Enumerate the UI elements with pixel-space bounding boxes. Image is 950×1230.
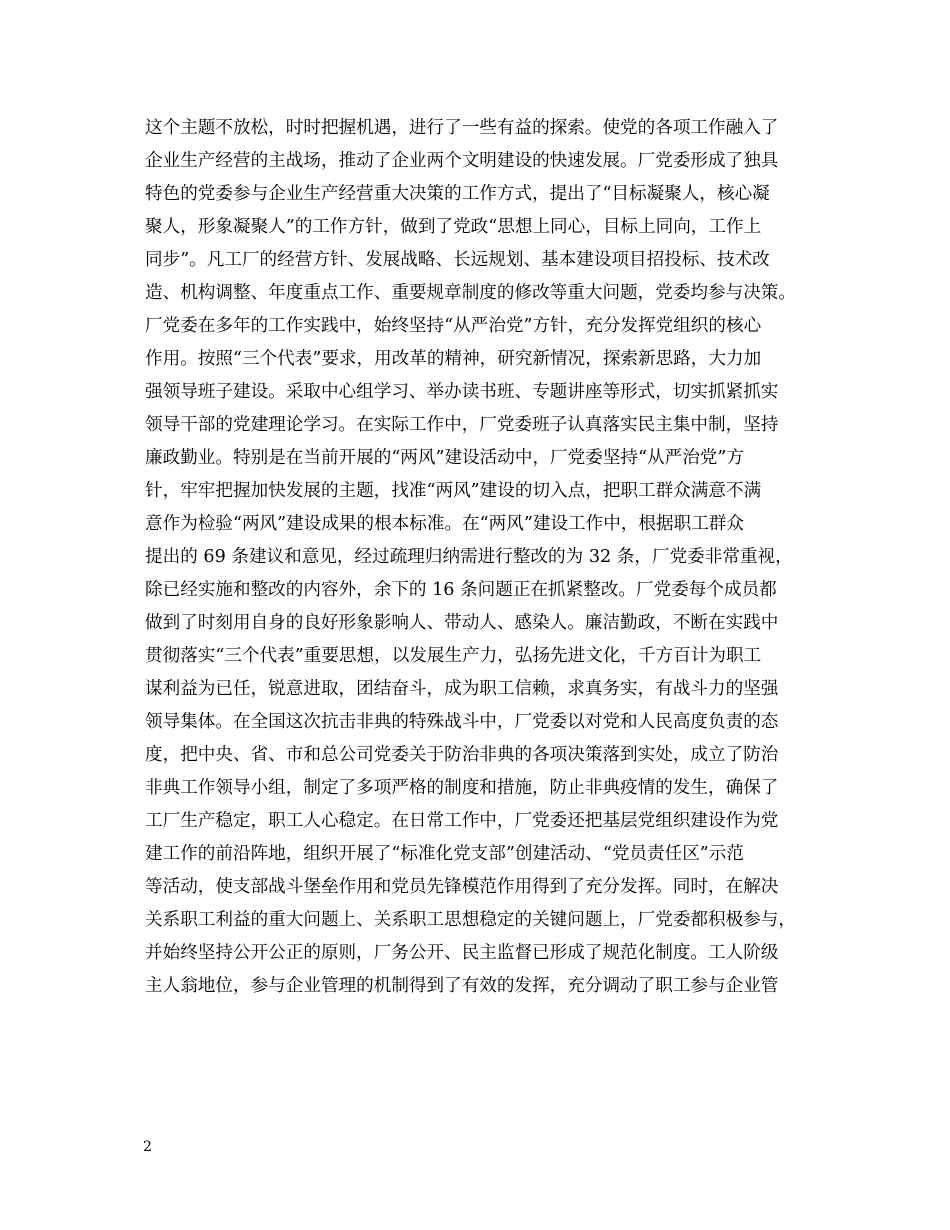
text-line: 提出的 69 条建议和意见，经过疏理归纳需进行整改的为 32 条，厂党委非常重视， [145, 547, 793, 567]
page-number: 2 [143, 1139, 152, 1155]
text-line: 企业生产经营的主战场，推动了企业两个文明建设的快速发展。厂党委形成了独具 [145, 151, 779, 171]
text-line: 领导集体。在全国这次抗击非典的特殊战斗中，厂党委以对党和人民高度负责的态 [145, 712, 779, 732]
text-line: 关系职工利益的重大问题上、关系职工思想稳定的关键问题上，厂党委都积极参与， [145, 910, 796, 930]
text-line: 针，牢牢把握加快发展的主题，找准“两风”建设的切入点，把职工群众满意不满 [145, 481, 762, 501]
text-line: 度，把中央、省、市和总公司党委关于防治非典的各项决策落到实处，成立了防治 [145, 745, 779, 765]
text-line: 谋利益为已任，锐意进取，团结奋斗，成为职工信赖，求真务实，有战斗力的坚强 [145, 679, 779, 699]
text-line: 主人翁地位，参与企业管理的机制得到了有效的发挥，充分调动了职工参与企业管 [145, 976, 779, 996]
text-line: 意作为检验“两风”建设成果的根本标准。在“两风”建设工作中，根据职工群众 [145, 514, 744, 534]
text-line: 厂党委在多年的工作实践中，始终坚持“从严治党”方针，充分发挥党组织的核心 [145, 316, 762, 336]
text-line: 除已经实施和整改的内容外，余下的 16 条问题正在抓紧整改。厂党委每个成员都 [145, 580, 777, 600]
text-line: 造、机构调整、年度重点工作、重要规章制度的修改等重大问题，党委均参与决策。 [145, 283, 796, 303]
text-line: 做到了时刻用自身的良好形象影响人、带动人、感染人。廉洁勤政，不断在实践中 [145, 613, 779, 633]
text-line: 廉政勤业。特别是在当前开展的“两风”建设活动中，厂党委坚持“从严治党”方 [145, 448, 744, 468]
body-text [145, 112, 835, 1003]
text-line: 领导干部的党建理论学习。在实际工作中，厂党委班子认真落实民主集中制，坚持 [145, 415, 779, 435]
text-line: 特色的党委参与企业生产经营重大决策的工作方式，提出了“目标凝聚人，核心凝 [145, 184, 770, 204]
text-line: 非典工作领导小组，制定了多项严格的制度和措施，防止非典疫情的发生，确保了 [145, 778, 779, 798]
text-line: 并始终坚持公开公正的原则，厂务公开、民主监督已形成了规范化制度。工人阶级 [145, 943, 779, 963]
text-line: 建工作的前沿阵地，组织开展了“标准化党支部”创建活动、“党员责任区”示范 [145, 844, 744, 864]
text-line: 作用。按照“三个代表”要求，用改革的精神，研究新情况，探索新思路，大力加 [145, 349, 762, 369]
text-line: 强领导班子建设。采取中心组学习、举办读书班、专题讲座等形式，切实抓紧抓实 [145, 382, 779, 402]
text-line: 这个主题不放松，时时把握机遇，进行了一些有益的探索。使党的各项工作融入了 [145, 118, 779, 138]
text-line: 等活动，使支部战斗堡垒作用和党员先锋模范作用得到了充分发挥。同时，在解决 [145, 877, 779, 897]
text-line: 贯彻落实“三个代表”重要思想，以发展生产力，弘扬先进文化，千方百计为职工 [145, 646, 762, 666]
text-line: 聚人，形象凝聚人”的工作方针，做到了党政“思想上同心，目标上同向，工作上 [145, 217, 762, 237]
text-line: 同步”。凡工厂的经营方针、发展战略、长远规划、基本建设项目招投标、技术改 [145, 250, 770, 270]
text-line: 工厂生产稳定，职工人心稳定。在日常工作中，厂党委还把基层党组织建设作为党 [145, 811, 779, 831]
